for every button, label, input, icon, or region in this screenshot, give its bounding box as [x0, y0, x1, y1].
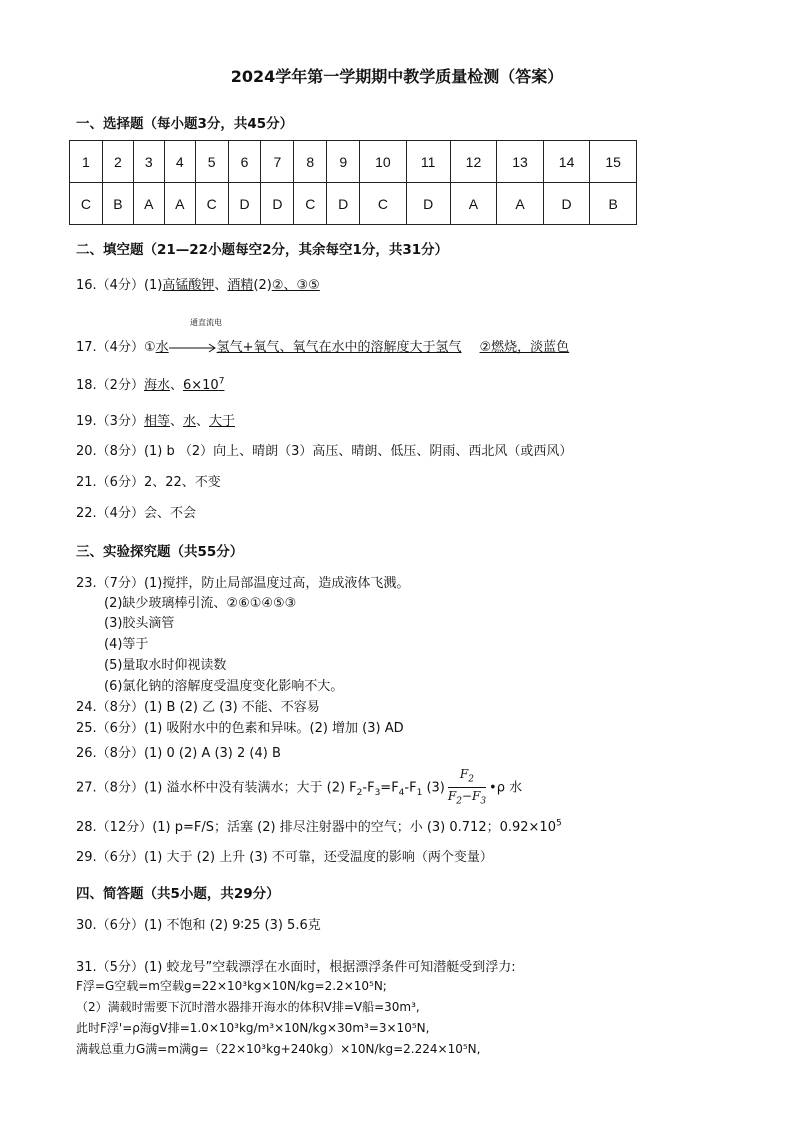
answer-cell: A — [450, 183, 497, 225]
q16-answer-3: ② — [271, 278, 284, 293]
section-short-answer-heading: 四、简答题（共5小题，共29分） — [76, 886, 280, 902]
question-number-cell: 11 — [406, 141, 450, 183]
q23-line-3: (3)胶头滴管 — [104, 616, 175, 631]
q31-line-3: （2）满载时需要下沉时潜水器排开海水的体积V排=V船=30m³, — [76, 1000, 420, 1014]
q18 — [76, 374, 224, 393]
section-fill-heading: 二、填空题（21—22小题每空2分，其余每空1分，共31分） — [76, 242, 449, 258]
answer-cell: B — [590, 183, 637, 225]
q23-line-4: (4)等于 — [104, 637, 149, 652]
question-number-cell: 4 — [164, 141, 195, 183]
q19-answer-1: 相等 — [143, 414, 170, 429]
q23-line-6: (6)氯化钠的溶解度受温度变化影响不大。 — [104, 679, 344, 694]
question-number-cell: 6 — [228, 141, 261, 183]
q31-line-2: F浮=G空载=m空载g=22×10³kg×10N/kg=2.2×10⁵N; — [76, 979, 387, 993]
question-number-cell: 2 — [102, 141, 133, 183]
q16 — [76, 274, 320, 293]
q23-line-1: 23.（7分）(1)搅拌，防止局部温度过高，造成液体飞溅。 — [76, 576, 410, 591]
q18-sep: 、 — [169, 378, 183, 393]
q27-denominator: F — [447, 789, 457, 804]
page-title: 2024学年第一学期期中教学质量检测（答案） — [230, 67, 564, 86]
q19-answer-2: 水 — [182, 414, 196, 429]
q18-prefix: 18.（2分） — [76, 378, 144, 393]
q28 — [76, 816, 562, 835]
q23-line-5: (5)量取水时仰视读数 — [104, 658, 227, 673]
q19-sep: 、 — [169, 414, 183, 429]
q19-prefix: 19.（3分） — [76, 414, 144, 429]
q27-text: -F — [404, 780, 417, 796]
q27-fraction — [448, 766, 486, 810]
q27-rho: •ρ 水 — [489, 780, 523, 796]
answer-cell: A — [133, 183, 164, 225]
q19 — [76, 410, 235, 429]
question-number-cell: 13 — [497, 141, 544, 183]
q27-sub: 1 — [416, 787, 423, 798]
answer-table — [69, 140, 637, 225]
q31-line-4: 此时F浮'=ρ海gV排=1.0×10³kg/m³×10N/kg×30m³=3×10⁵N, — [76, 1021, 430, 1035]
q18-answer-2: 6×10 — [182, 378, 219, 393]
q27-sub: 2 — [356, 787, 363, 798]
q17-water: 水 — [155, 340, 169, 355]
q17-answer-2: ②燃烧，淡蓝色 — [479, 340, 570, 355]
q27-sub: 2 — [468, 774, 474, 785]
q17 — [76, 336, 569, 355]
q16-prefix: 16.（4分）(1) — [76, 278, 163, 293]
answer-cell: C — [294, 183, 327, 225]
q28-exponent: 5 — [555, 818, 562, 829]
q24: 24.（8分）(1) B (2) 乙 (3) 不能、不容易 — [76, 700, 320, 715]
arrow-condition-label: 通直流电 — [190, 318, 222, 327]
q26: 26.（8分）(1) 0 (2) A (3) 2 (4) B — [76, 746, 281, 761]
q16-mid: (2) — [253, 278, 272, 293]
q27-numerator: F — [459, 767, 469, 781]
section-experiment-heading: 三、实验探究题（共55分） — [76, 544, 244, 560]
answer-cell: B — [102, 183, 133, 225]
section-choice-heading: 一、选择题（每小题3分，共45分） — [76, 116, 294, 132]
answer-cell: C — [360, 183, 407, 225]
question-number-cell: 14 — [543, 141, 590, 183]
q16-sep2: 、 — [283, 278, 297, 293]
q27 — [76, 766, 522, 810]
q27-text: -F — [362, 780, 375, 796]
question-number-cell: 3 — [133, 141, 164, 183]
answer-cell: D — [261, 183, 294, 225]
q27-sub: 3 — [480, 796, 487, 807]
reaction-arrow-icon — [169, 341, 217, 355]
answer-row — [70, 183, 637, 225]
question-number-cell: 15 — [590, 141, 637, 183]
answer-cell: D — [228, 183, 261, 225]
answer-cell: A — [497, 183, 544, 225]
answer-cell: C — [70, 183, 103, 225]
q18-exponent: 7 — [218, 376, 225, 387]
q16-answer-1: 高锰酸钾 — [162, 278, 215, 293]
question-number-cell: 10 — [360, 141, 407, 183]
q28-text: 28.（12分）(1) p=F/S；活塞 (2) 排尽注射器中的空气；小 (3) 0.712；0.92×10 — [76, 820, 556, 835]
q27-prefix: 27.（8分）(1) 溢水杯中没有装满水；大于 (2) F — [76, 780, 357, 796]
question-number-cell: 12 — [450, 141, 497, 183]
question-number-cell: 1 — [70, 141, 103, 183]
q27-sub: 2 — [456, 796, 462, 807]
answer-cell: A — [164, 183, 195, 225]
q29: 29.（6分）(1) 大于 (2) 上升 (3) 不可靠，还受温度的影响（两个变量） — [76, 850, 493, 865]
q16-answer-4: ③⑤ — [296, 278, 320, 293]
q16-answer-2: 酒精 — [227, 278, 254, 293]
question-number-cell: 5 — [195, 141, 228, 183]
q27-sub: 3 — [374, 787, 381, 798]
q20: 20.（8分）(1) b （2）向上、晴朗（3）高压、晴朗、低压、阴雨、西北风（或西风） — [76, 444, 573, 459]
q25: 25.（6分）(1) 吸附水中的色素和异味。(2) 增加 (3) AD — [76, 721, 404, 736]
q27-minus: −F — [461, 789, 481, 804]
answer-cell: D — [327, 183, 360, 225]
q19-answer-3: 大于 — [209, 414, 236, 429]
q17-answer-1: 氢气+氧气、氧气在水中的溶解度大于氢气 — [216, 340, 462, 355]
q27-text: (3) — [422, 780, 445, 796]
q27-sub: 4 — [398, 787, 405, 798]
q31-line-5: 满载总重力G满=m满g=（22×10³kg+240kg）×10N/kg=2.224×10⁵N, — [76, 1042, 481, 1056]
q27-text: =F — [380, 780, 399, 796]
q22: 22.（4分）会、不会 — [76, 506, 196, 521]
answer-cell: C — [195, 183, 228, 225]
q23-line-2: (2)缺少玻璃棒引流、②⑥①④⑤③ — [104, 596, 297, 611]
q17-prefix: 17.（4分）① — [76, 340, 156, 355]
q19-sep2: 、 — [196, 414, 210, 429]
answer-cell: D — [406, 183, 450, 225]
question-number-cell: 7 — [261, 141, 294, 183]
q18-answer-1: 海水 — [143, 378, 170, 393]
q16-sep: 、 — [214, 278, 228, 293]
answer-cell: D — [543, 183, 590, 225]
question-number-row — [70, 141, 637, 183]
q31-line-1: 31.（5分）(1) 蛟龙号”空载漂浮在水面时，根据漂浮条件可知潜艇受到浮力: — [76, 960, 516, 975]
q30: 30.（6分）(1) 不饱和 (2) 9∶25 (3) 5.6克 — [76, 918, 321, 933]
question-number-cell: 8 — [294, 141, 327, 183]
question-number-cell: 9 — [327, 141, 360, 183]
q21: 21.（6分）2、22、不变 — [76, 475, 221, 490]
